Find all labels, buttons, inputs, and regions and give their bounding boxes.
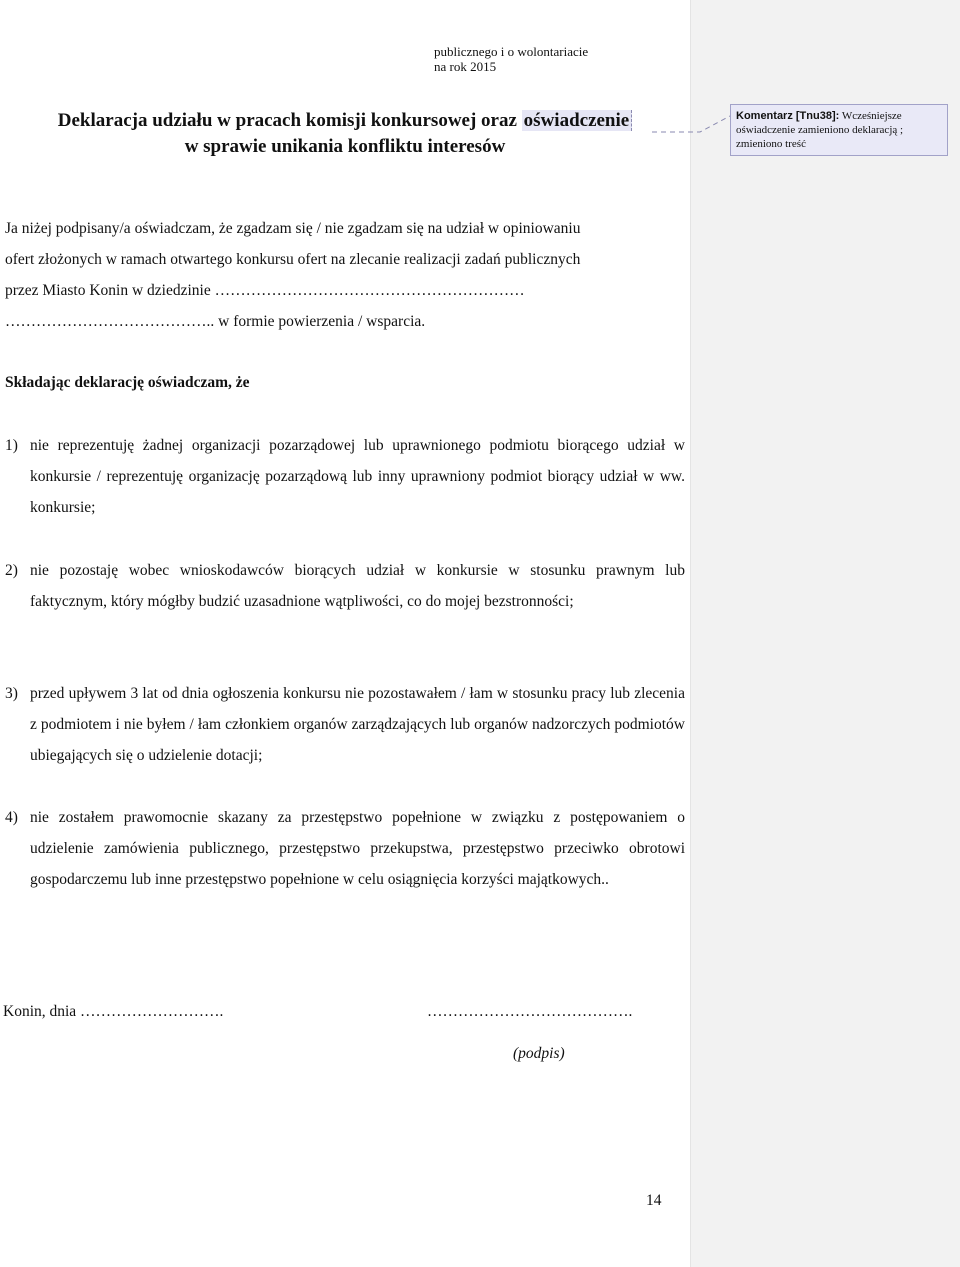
signature-line: …………………………………. xyxy=(427,1003,633,1020)
commented-text-highlight[interactable]: oświadczenie xyxy=(522,110,633,131)
place-date-line: Konin, dnia ………………………. xyxy=(3,1003,224,1020)
item-text: nie zostałem prawomocnie skazany za przestępstwo popełnione w związku z postępowaniem o udzielenie zamówienia publicznego, przestępstwo przekupstwa, przestępstwo przeciwko obrotowi gospodarczemu lub inne przestępstwo popełnione w celu osiągnięcia korzyści majątkowych.. xyxy=(30,809,685,888)
intro-paragraph xyxy=(5,213,685,337)
signature-label: (podpis) xyxy=(513,1045,565,1062)
page-number: 14 xyxy=(646,1192,662,1209)
comment-text: Wcześniejsze oświadczenie zamieniono deklaracją ; zmieniono treść xyxy=(736,110,904,150)
title-line-1: Deklaracja udziału w pracach komisji konkursowej oraz xyxy=(57,110,522,131)
item-text: przed upływem 3 lat od dnia ogłoszenia konkursu nie pozostawałem / łam w stosunku pracy lub zlecenia z podmiotem i nie byłem / łam członkiem organów zarządzających lub organów nadzorczych podmiotów ubiegających się o udzielenie dotacji; xyxy=(30,685,685,764)
comment-label: Komentarz [Tnu38]: xyxy=(736,110,840,122)
review-comment[interactable] xyxy=(730,104,948,156)
declaration-item-2 xyxy=(5,555,685,617)
item-text: nie reprezentuję żadnej organizacji pozarządowej lub uprawnionego podmiotu biorącego udział w konkursie / reprezentuję organizację pozarządową lub inny uprawniony podmiot biorący udział w ww. konkursie; xyxy=(30,437,685,516)
item-number: 1) xyxy=(5,437,18,454)
intro-line-2: ofert złożonych w ramach otwartego konkursu ofert na zlecanie realizacji zadań publicznych xyxy=(5,251,581,268)
declaration-subheading: Składając deklarację oświadczam, że xyxy=(5,374,250,391)
declaration-item-3 xyxy=(5,678,685,771)
intro-line-1: Ja niżej podpisany/a oświadczam, że zgadzam się / nie zgadzam się na udział w opiniowaniu xyxy=(5,220,581,237)
item-number: 3) xyxy=(5,685,18,702)
header-line-1: publicznego i o wolontariacie xyxy=(434,44,589,59)
title-line-2: w sprawie unikania konfliktu interesów xyxy=(184,136,506,157)
item-text: nie pozostaję wobec wnioskodawców biorących udział w konkursie w stosunku prawnym lub faktycznym, który mógłby budzić uzasadnione wątpliwości, co do mojej bezstronności; xyxy=(30,562,685,610)
item-number: 4) xyxy=(5,809,18,826)
declaration-item-1 xyxy=(5,430,685,523)
item-number: 2) xyxy=(5,562,18,579)
intro-line-3: przez Miasto Konin w dziedzinie …………………………………………………… xyxy=(5,282,525,299)
declaration-item-4 xyxy=(5,802,685,895)
intro-line-4: ………………………………….. w formie powierzenia / wsparcia. xyxy=(5,313,426,330)
comment-margin xyxy=(690,0,960,1267)
header-line-2: na rok 2015 xyxy=(434,59,497,74)
